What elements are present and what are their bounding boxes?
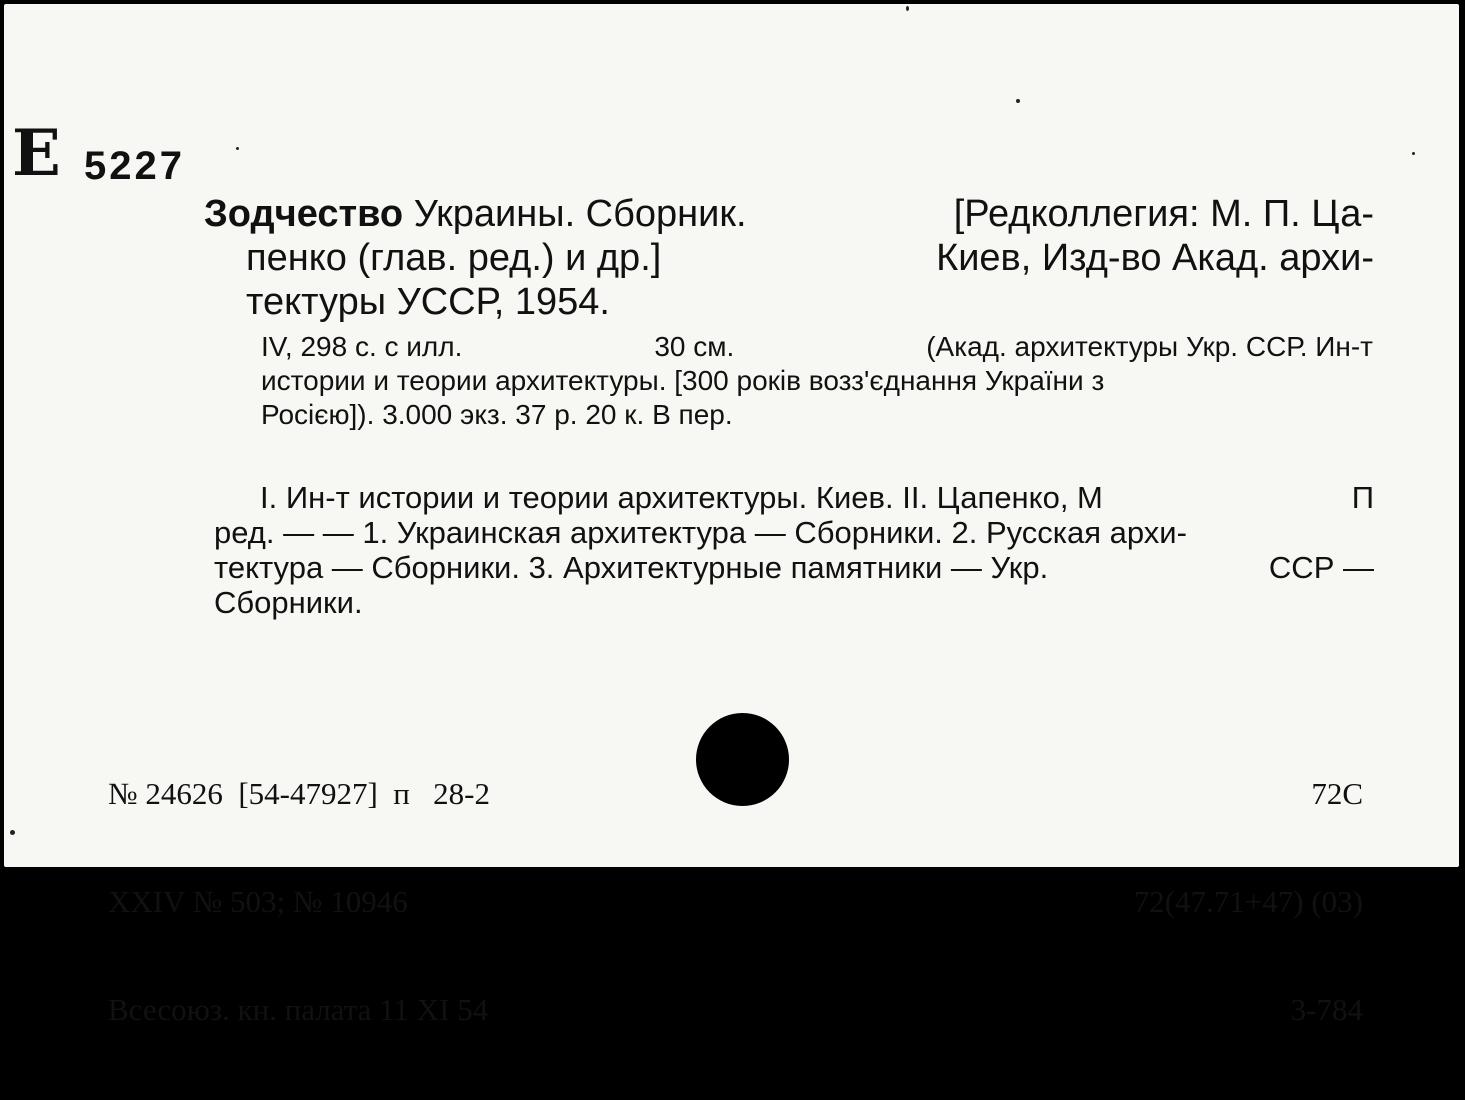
tracing-line (214, 550, 1374, 585)
title-text: пенко (глав. ред.) и др.] (246, 237, 662, 279)
collation-line (261, 364, 1373, 398)
footer-right-line: 72(47.71+47) (03) (1133, 884, 1363, 919)
footer-left-line: XXIV № 503; № 10946 (108, 884, 408, 919)
collation-line (261, 330, 1373, 364)
collation-line (261, 398, 1373, 432)
title-text: Киев, Изд-во Акад. архи- (936, 237, 1374, 279)
collation-text: Росією]). 3.000 экз. 37 р. 20 к. В пер. (261, 399, 733, 430)
title-text: [Редколлегия: М. П. Ца- (953, 193, 1374, 235)
footer-left-line: № 24626 [54-47927] п 28-2 (108, 776, 490, 811)
tracing-line (214, 585, 1374, 620)
tracing-text: ССР — (1268, 550, 1374, 585)
tracing-text: тектура — Сборники. 3. Архитектурные памятники — Укр. (214, 550, 1049, 585)
footer-right (1134, 704, 1363, 1100)
footer-right-line: 72С (1311, 776, 1363, 811)
punch-hole (696, 713, 789, 806)
collation-text: истории и теории архитектуры. [300 років возз'єднання України з (261, 365, 1105, 396)
collation-text: 30 см. (654, 331, 735, 362)
footer-right-line: 3-784 (1290, 992, 1363, 1027)
footer-left-line: Всесоюз. кн. палата 11 XI 54 (108, 992, 489, 1027)
call-number: 5227 (84, 144, 185, 188)
speck (1016, 99, 1020, 103)
footer-left (108, 704, 490, 1100)
tracing-line (214, 480, 1374, 515)
title-block (204, 192, 1374, 324)
title-line (204, 280, 1374, 324)
call-letter: Е (12, 116, 59, 191)
speck (906, 6, 909, 11)
title-line (204, 192, 1374, 236)
tracing-line (214, 515, 1374, 550)
title-lead-word: Зодчество (204, 193, 404, 235)
speck (10, 830, 15, 835)
collation-text: (Акад. архитектуры Укр. ССР. Ин-т (926, 331, 1373, 362)
tracings-block (214, 480, 1374, 620)
tracing-text: I. Ин-т истории и теории архитектуры. Киев. II. Цапенко, М (260, 480, 1103, 515)
title-text: тектуры УССР, 1954. (246, 281, 610, 323)
title-text: Украины. Сборник. (403, 193, 747, 235)
collation-block (261, 330, 1373, 432)
tracing-text: П (1351, 480, 1374, 515)
title-line (204, 236, 1374, 280)
catalog-card (4, 4, 1459, 1027)
tracing-text: ред. — — 1. Украинская архитектура — Сборники. 2. Русская архи- (214, 515, 1187, 550)
speck (1412, 152, 1415, 155)
tracing-text: Сборники. (214, 585, 363, 620)
speck (236, 147, 239, 150)
collation-text: IV, 298 с. с илл. (261, 331, 463, 362)
